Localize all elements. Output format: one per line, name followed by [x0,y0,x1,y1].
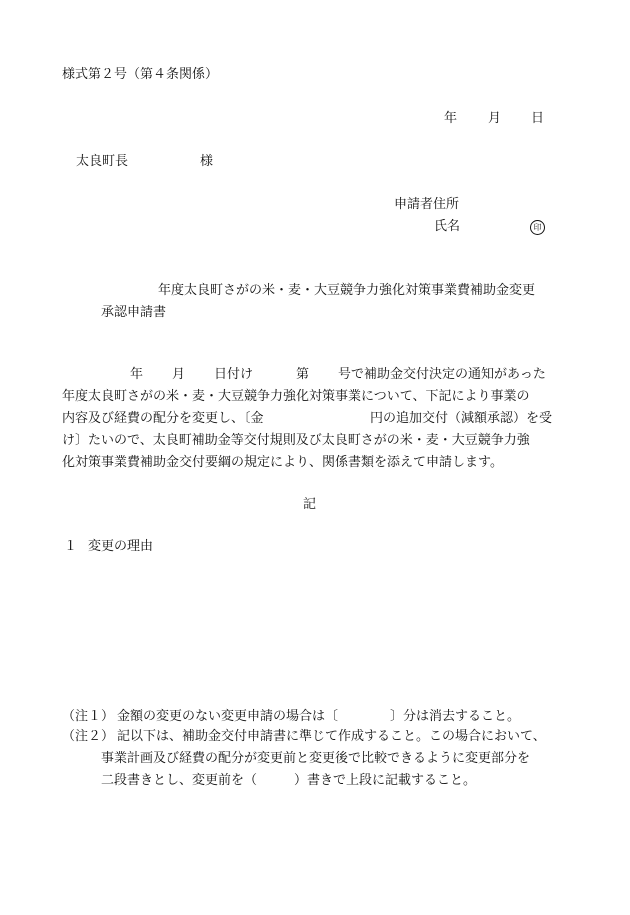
section-label: 変更の理由 [88,539,154,554]
form-number: 様式第２号（第４条関係） [62,67,219,82]
title-line-1: 年度太良町さがの米・麦・大豆競争力強化対策事業費補助金変更 [158,283,536,298]
body-line-3-left: 内容及び経費の配分を変更し、〔金 [62,411,264,426]
body-year: 年 [130,367,144,382]
note-2-line-2: 事業計画及び経費の配分が変更前と変更後で比較できるように変更部分を [101,751,531,766]
note-2-label: （注２） [62,729,115,744]
date-year-label: 年 [444,111,458,126]
note-2-line-1: 記以下は、補助金交付申請書に準じて作成すること。この場合において、 [117,729,546,744]
body-line-5: 化対策事業費補助金交付要綱の規定により、関係書類を添えて申請します。 [62,455,503,470]
date-day-label: 日 [531,111,545,126]
body-line-3-right: 円の追加交付（減額承認）を受 [370,411,553,426]
note-2-line-3-a: 二段書きとし、変更前を（ [101,773,258,788]
body-line-1-rest: 号で補助金交付決定の通知があった [338,367,546,382]
addressee-name: 太良町長 [76,154,129,169]
body-line-4: け〕たいので、太良町補助金等交付規則及び太良町さがの米・麦・大豆競争力強 [62,433,530,448]
addressee-honorific: 様 [200,154,214,169]
section-number: １ [64,539,78,554]
applicant-name-label: 氏名 [434,219,461,234]
body-day-dated: 日付け [214,367,254,382]
note-1-text-b: 〕分は消去すること。 [390,709,521,724]
body-dai: 第 [296,367,310,382]
title-line-2: 承認申請書 [101,305,167,320]
date-month-label: 月 [488,111,502,126]
applicant-address-label: 申請者住所 [394,197,460,212]
body-month: 月 [172,367,186,382]
note-2-line-3-b: ）書きで上段に記載すること。 [294,773,477,788]
note-1-label: （注１） [62,709,115,724]
seal-mark: 印 [530,220,545,235]
note-1-text-a: 金額の変更のない変更申請の場合は〔 [117,709,339,724]
body-line-2: 年度太良町さがの米・麦・大豆競争力強化対策事業について、下記により事業の [62,389,530,404]
ki-heading: 記 [303,497,317,512]
